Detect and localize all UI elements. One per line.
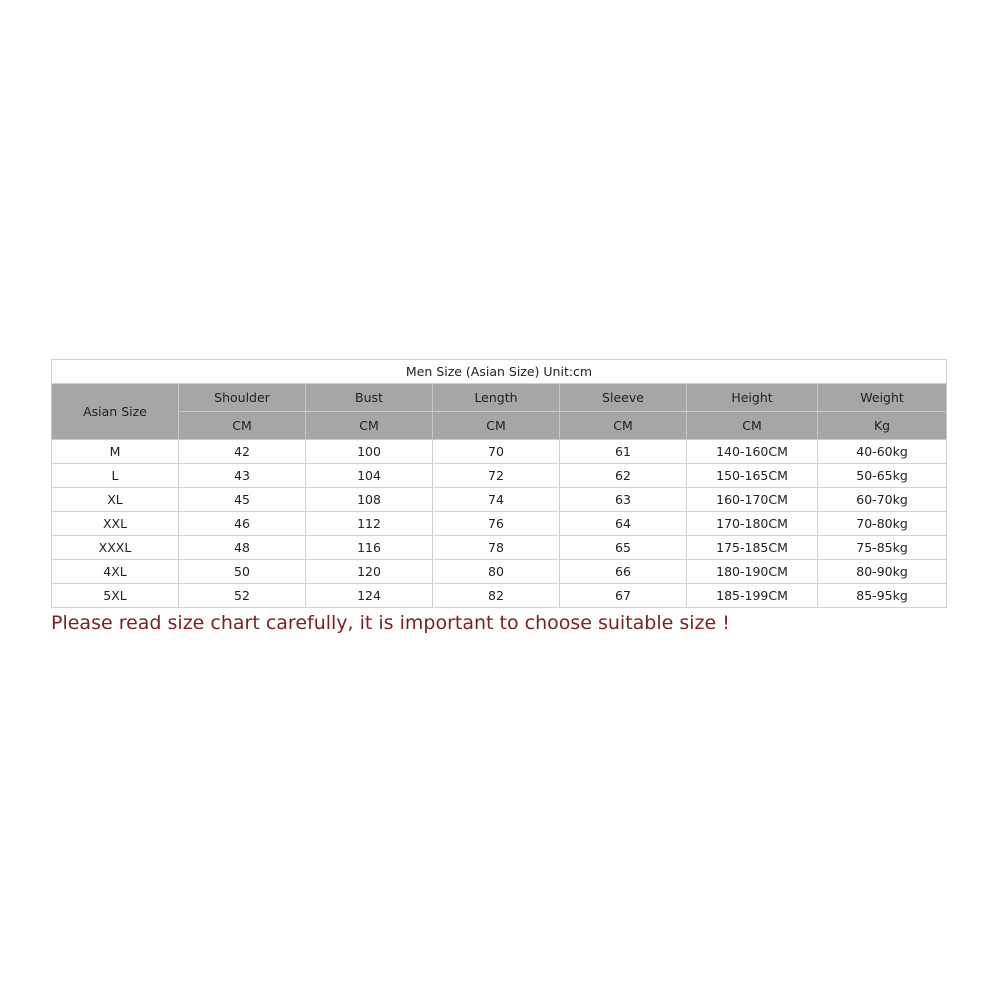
table-row	[52, 584, 947, 608]
cell-bust: 100	[306, 440, 433, 464]
cell-length: 80	[433, 560, 560, 584]
size-chart-note: Please read size chart carefully, it is important to choose suitable size !	[51, 612, 730, 634]
cell-bust: 120	[306, 560, 433, 584]
cell-length: 82	[433, 584, 560, 608]
cell-height: 175-185CM	[687, 536, 818, 560]
cell-shoulder: 43	[179, 464, 306, 488]
table-row	[52, 464, 947, 488]
cell-height: 140-160CM	[687, 440, 818, 464]
cell-height: 160-170CM	[687, 488, 818, 512]
corner-header: Asian Size	[52, 384, 179, 440]
cell-bust: 124	[306, 584, 433, 608]
column-unit-bust: CM	[306, 412, 433, 440]
table-title-row	[52, 360, 947, 384]
column-unit-weight: Kg	[818, 412, 947, 440]
column-header-bust: Bust	[306, 384, 433, 412]
column-header-shoulder: Shoulder	[179, 384, 306, 412]
cell-sleeve: 66	[560, 560, 687, 584]
column-unit-height: CM	[687, 412, 818, 440]
cell-length: 72	[433, 464, 560, 488]
column-header-length: Length	[433, 384, 560, 412]
cell-size: M	[52, 440, 179, 464]
cell-sleeve: 65	[560, 536, 687, 560]
size-chart-table	[51, 359, 947, 608]
cell-bust: 112	[306, 512, 433, 536]
cell-height: 185-199CM	[687, 584, 818, 608]
column-unit-shoulder: CM	[179, 412, 306, 440]
cell-size: XXXL	[52, 536, 179, 560]
cell-bust: 116	[306, 536, 433, 560]
cell-shoulder: 48	[179, 536, 306, 560]
cell-sleeve: 62	[560, 464, 687, 488]
cell-length: 76	[433, 512, 560, 536]
cell-weight: 85-95kg	[818, 584, 947, 608]
cell-height: 150-165CM	[687, 464, 818, 488]
cell-size: L	[52, 464, 179, 488]
cell-bust: 108	[306, 488, 433, 512]
table-title: Men Size (Asian Size) Unit:cm	[52, 360, 947, 384]
cell-shoulder: 50	[179, 560, 306, 584]
cell-length: 70	[433, 440, 560, 464]
cell-bust: 104	[306, 464, 433, 488]
cell-height: 170-180CM	[687, 512, 818, 536]
cell-weight: 80-90kg	[818, 560, 947, 584]
cell-length: 78	[433, 536, 560, 560]
table-row	[52, 440, 947, 464]
table-row	[52, 488, 947, 512]
cell-size: 5XL	[52, 584, 179, 608]
cell-shoulder: 45	[179, 488, 306, 512]
cell-size: 4XL	[52, 560, 179, 584]
cell-sleeve: 64	[560, 512, 687, 536]
column-unit-length: CM	[433, 412, 560, 440]
table-row	[52, 512, 947, 536]
column-header-weight: Weight	[818, 384, 947, 412]
cell-sleeve: 63	[560, 488, 687, 512]
cell-weight: 70-80kg	[818, 512, 947, 536]
cell-size: XXL	[52, 512, 179, 536]
cell-weight: 75-85kg	[818, 536, 947, 560]
column-header-sleeve: Sleeve	[560, 384, 687, 412]
cell-length: 74	[433, 488, 560, 512]
table-unit-row	[52, 412, 947, 440]
cell-height: 180-190CM	[687, 560, 818, 584]
column-header-height: Height	[687, 384, 818, 412]
cell-shoulder: 42	[179, 440, 306, 464]
cell-weight: 40-60kg	[818, 440, 947, 464]
cell-weight: 60-70kg	[818, 488, 947, 512]
table-header-row	[52, 384, 947, 412]
column-unit-sleeve: CM	[560, 412, 687, 440]
cell-sleeve: 67	[560, 584, 687, 608]
cell-size: XL	[52, 488, 179, 512]
table-row	[52, 560, 947, 584]
cell-shoulder: 46	[179, 512, 306, 536]
cell-weight: 50-65kg	[818, 464, 947, 488]
cell-shoulder: 52	[179, 584, 306, 608]
table-row	[52, 536, 947, 560]
cell-sleeve: 61	[560, 440, 687, 464]
